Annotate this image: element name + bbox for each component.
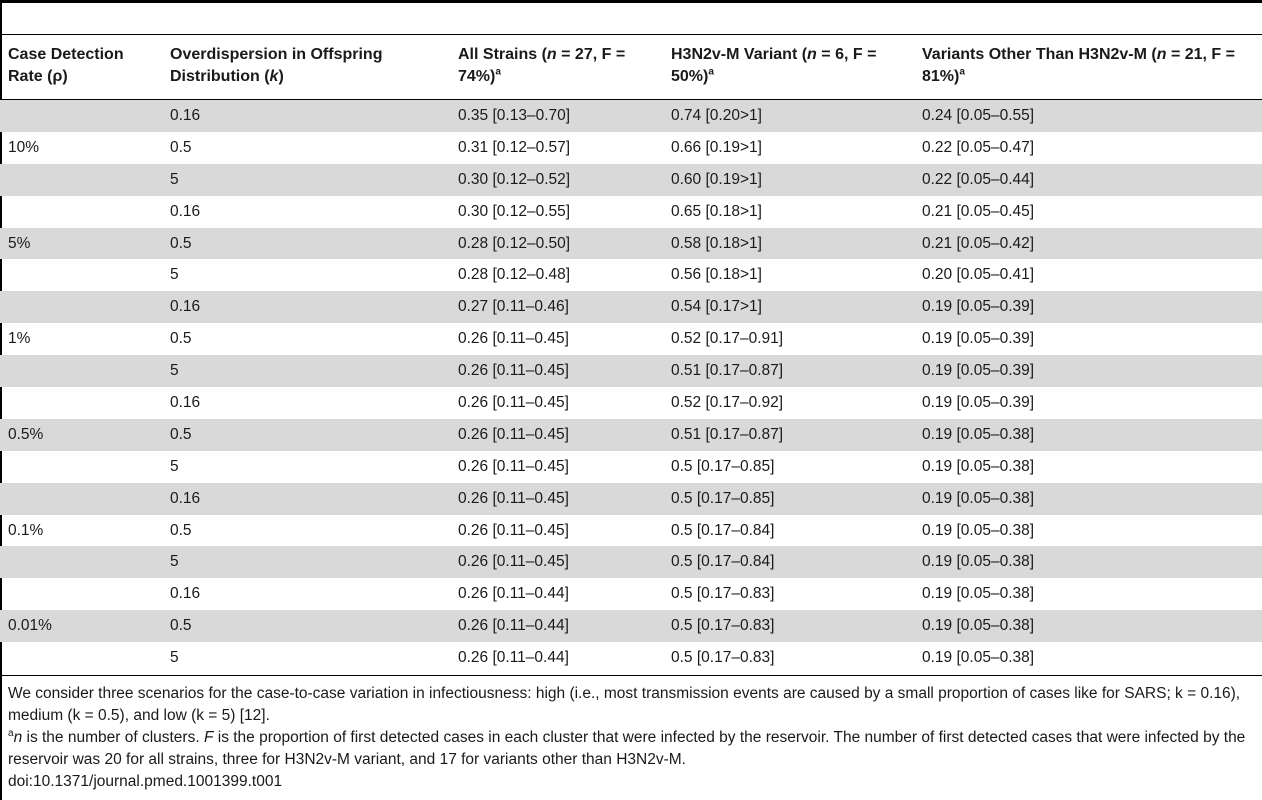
cell-other-variants: 0.19 [0.05–0.39] bbox=[922, 298, 1035, 316]
cell-all-strains: 0.26 [0.11–0.45] bbox=[458, 521, 569, 539]
cell-case-detection-rate: 5% bbox=[8, 234, 31, 252]
cell-h3n2v-m-variant: 0.52 [0.17–0.91] bbox=[671, 330, 784, 348]
cell-h3n2v-m-variant: 0.5 [0.17–0.84] bbox=[671, 521, 775, 539]
cell-case-detection-rate: 1% bbox=[8, 330, 31, 348]
cell-all-strains: 0.26 [0.11–0.45] bbox=[458, 362, 569, 380]
cell-other-variants: 0.19 [0.05–0.38] bbox=[922, 457, 1035, 475]
cell-overdispersion-k: 5 bbox=[170, 553, 179, 571]
cell-h3n2v-m-variant: 0.5 [0.17–0.83] bbox=[671, 585, 775, 603]
cell-other-variants: 0.24 [0.05–0.55] bbox=[922, 107, 1035, 124]
table-row bbox=[0, 355, 1262, 387]
table-row bbox=[0, 323, 1262, 355]
cell-all-strains: 0.28 [0.12–0.50] bbox=[458, 234, 571, 252]
cell-all-strains: 0.26 [0.11–0.44] bbox=[458, 617, 569, 635]
cell-h3n2v-m-variant: 0.74 [0.20>1] bbox=[671, 107, 762, 124]
table-body bbox=[0, 100, 1262, 674]
cell-case-detection-rate: 0.01% bbox=[8, 617, 52, 635]
cell-overdispersion-k: 0.5 bbox=[170, 521, 192, 539]
table-row bbox=[0, 387, 1262, 419]
cell-h3n2v-m-variant: 0.51 [0.17–0.87] bbox=[671, 362, 784, 380]
cell-all-strains: 0.27 [0.11–0.46] bbox=[458, 298, 569, 316]
cell-h3n2v-m-variant: 0.5 [0.17–0.85] bbox=[671, 489, 775, 507]
cell-all-strains: 0.26 [0.11–0.45] bbox=[458, 394, 569, 412]
cell-other-variants: 0.20 [0.05–0.41] bbox=[922, 266, 1035, 284]
cell-other-variants: 0.21 [0.05–0.45] bbox=[922, 202, 1035, 220]
cell-overdispersion-k: 0.5 bbox=[170, 138, 192, 156]
cell-all-strains: 0.26 [0.11–0.45] bbox=[458, 330, 569, 348]
cell-all-strains: 0.35 [0.13–0.70] bbox=[458, 107, 571, 124]
cell-other-variants: 0.19 [0.05–0.38] bbox=[922, 489, 1035, 507]
cell-overdispersion-k: 0.5 bbox=[170, 425, 192, 443]
cell-h3n2v-m-variant: 0.66 [0.19>1] bbox=[671, 138, 762, 156]
cell-other-variants: 0.19 [0.05–0.38] bbox=[922, 553, 1035, 571]
cell-other-variants: 0.21 [0.05–0.42] bbox=[922, 234, 1035, 252]
top-border bbox=[0, 0, 1262, 3]
column-header-all-strains: All Strains (n = 27, F = 74%)$^a$ bbox=[458, 46, 626, 85]
cell-overdispersion-k: 5 bbox=[170, 362, 179, 380]
table-row bbox=[0, 132, 1262, 164]
doi-line: doi:10.1371/journal.pmed.1001399.t001 bbox=[8, 773, 283, 790]
table-row bbox=[0, 291, 1262, 323]
table-row bbox=[0, 196, 1262, 228]
table-row bbox=[0, 610, 1262, 642]
cell-other-variants: 0.19 [0.05–0.38] bbox=[922, 617, 1035, 635]
cell-h3n2v-m-variant: 0.54 [0.17>1] bbox=[671, 298, 762, 316]
column-header-case-detection-rate: Case Detection Rate (ρ) bbox=[8, 46, 124, 85]
column-header-overdispersion: Overdispersion in Offspring Distribution (k) bbox=[170, 46, 383, 85]
table-row bbox=[0, 164, 1262, 196]
table-header bbox=[0, 44, 1262, 100]
table-row bbox=[0, 419, 1262, 451]
cell-all-strains: 0.28 [0.12–0.48] bbox=[458, 266, 571, 284]
cell-all-strains: 0.26 [0.11–0.45] bbox=[458, 553, 569, 571]
table-bottom-divider bbox=[0, 675, 1262, 676]
cell-other-variants: 0.19 [0.05–0.38] bbox=[922, 649, 1035, 667]
cell-h3n2v-m-variant: 0.5 [0.17–0.83] bbox=[671, 617, 775, 635]
cell-case-detection-rate: 0.5% bbox=[8, 425, 44, 443]
cell-overdispersion-k: 5 bbox=[170, 266, 179, 284]
cell-h3n2v-m-variant: 0.5 [0.17–0.83] bbox=[671, 649, 775, 667]
cell-other-variants: 0.19 [0.05–0.39] bbox=[922, 394, 1035, 412]
cell-other-variants: 0.22 [0.05–0.44] bbox=[922, 170, 1035, 188]
table-row bbox=[0, 578, 1262, 610]
column-header-other-variants: Variants Other Than H3N2v-M (n = 21, F = 81%)$^a$ bbox=[922, 46, 1235, 85]
cell-overdispersion-k: 0.16 bbox=[170, 107, 201, 124]
table-footer bbox=[8, 683, 1258, 793]
cell-overdispersion-k: 0.16 bbox=[170, 394, 201, 412]
table-row bbox=[0, 642, 1262, 674]
cell-h3n2v-m-variant: 0.52 [0.17–0.92] bbox=[671, 394, 784, 412]
cell-all-strains: 0.30 [0.12–0.55] bbox=[458, 202, 571, 220]
cell-overdispersion-k: 5 bbox=[170, 457, 179, 475]
cell-other-variants: 0.19 [0.05–0.38] bbox=[922, 521, 1035, 539]
cell-overdispersion-k: 0.5 bbox=[170, 617, 192, 635]
cell-other-variants: 0.19 [0.05–0.39] bbox=[922, 330, 1035, 348]
cell-all-strains: 0.26 [0.11–0.45] bbox=[458, 489, 569, 507]
cell-all-strains: 0.31 [0.12–0.57] bbox=[458, 138, 571, 156]
cell-other-variants: 0.19 [0.05–0.38] bbox=[922, 585, 1035, 603]
table-row bbox=[0, 451, 1262, 483]
table-row bbox=[0, 228, 1262, 260]
cell-h3n2v-m-variant: 0.58 [0.18>1] bbox=[671, 234, 762, 252]
title-divider bbox=[0, 34, 1262, 35]
cell-all-strains: 0.26 [0.11–0.45] bbox=[458, 425, 569, 443]
cell-all-strains: 0.26 [0.11–0.44] bbox=[458, 649, 569, 667]
cell-case-detection-rate: 0.1% bbox=[8, 521, 44, 539]
cell-overdispersion-k: 0.16 bbox=[170, 202, 201, 220]
cell-h3n2v-m-variant: 0.65 [0.18>1] bbox=[671, 202, 762, 220]
table-row bbox=[0, 483, 1262, 515]
cell-h3n2v-m-variant: 0.5 [0.17–0.84] bbox=[671, 553, 775, 571]
table-row bbox=[0, 515, 1262, 547]
cell-overdispersion-k: 5 bbox=[170, 170, 179, 188]
column-header-h3n2v-m-variant: H3N2v-M Variant (n = 6, F = 50%)$^a$ bbox=[671, 46, 877, 85]
cell-h3n2v-m-variant: 0.51 [0.17–0.87] bbox=[671, 425, 784, 443]
table-row bbox=[0, 546, 1262, 578]
table-row bbox=[0, 259, 1262, 291]
cell-other-variants: 0.19 [0.05–0.38] bbox=[922, 425, 1035, 443]
cell-overdispersion-k: 0.5 bbox=[170, 330, 192, 348]
cell-h3n2v-m-variant: 0.60 [0.19>1] bbox=[671, 170, 762, 188]
cell-all-strains: 0.30 [0.12–0.52] bbox=[458, 170, 571, 188]
cell-overdispersion-k: 0.16 bbox=[170, 298, 201, 316]
footnote-a: $^a$n is the number of clusters. F is the proportion of first detected cases in each cluster that were infected by the reservoir. The number of first detected cases that were infected by the reservoir was 20 for all strains, three for H3N2v-M variant, and 17 for variants other than H3N2v-M. bbox=[8, 727, 1246, 768]
table-row bbox=[0, 100, 1262, 132]
cell-h3n2v-m-variant: 0.5 [0.17–0.85] bbox=[671, 457, 775, 475]
cell-overdispersion-k: 0.16 bbox=[170, 585, 201, 603]
cell-other-variants: 0.22 [0.05–0.47] bbox=[922, 138, 1035, 156]
cell-case-detection-rate: 10% bbox=[8, 138, 40, 156]
cell-other-variants: 0.19 [0.05–0.39] bbox=[922, 362, 1035, 380]
cell-all-strains: 0.26 [0.11–0.44] bbox=[458, 585, 569, 603]
cell-overdispersion-k: 0.16 bbox=[170, 489, 201, 507]
cell-overdispersion-k: 5 bbox=[170, 649, 179, 667]
cell-all-strains: 0.26 [0.11–0.45] bbox=[458, 457, 569, 475]
footer-note: We consider three scenarios for the case-to-case variation in infectiousness: high (i.e., most transmission events are caused by a small proportion of cases like for SARS; k = 0.16), medium (k = 0.5), and low (k = 5) [12]. bbox=[8, 685, 1241, 724]
cell-overdispersion-k: 0.5 bbox=[170, 234, 192, 252]
cell-h3n2v-m-variant: 0.56 [0.18>1] bbox=[671, 266, 762, 284]
